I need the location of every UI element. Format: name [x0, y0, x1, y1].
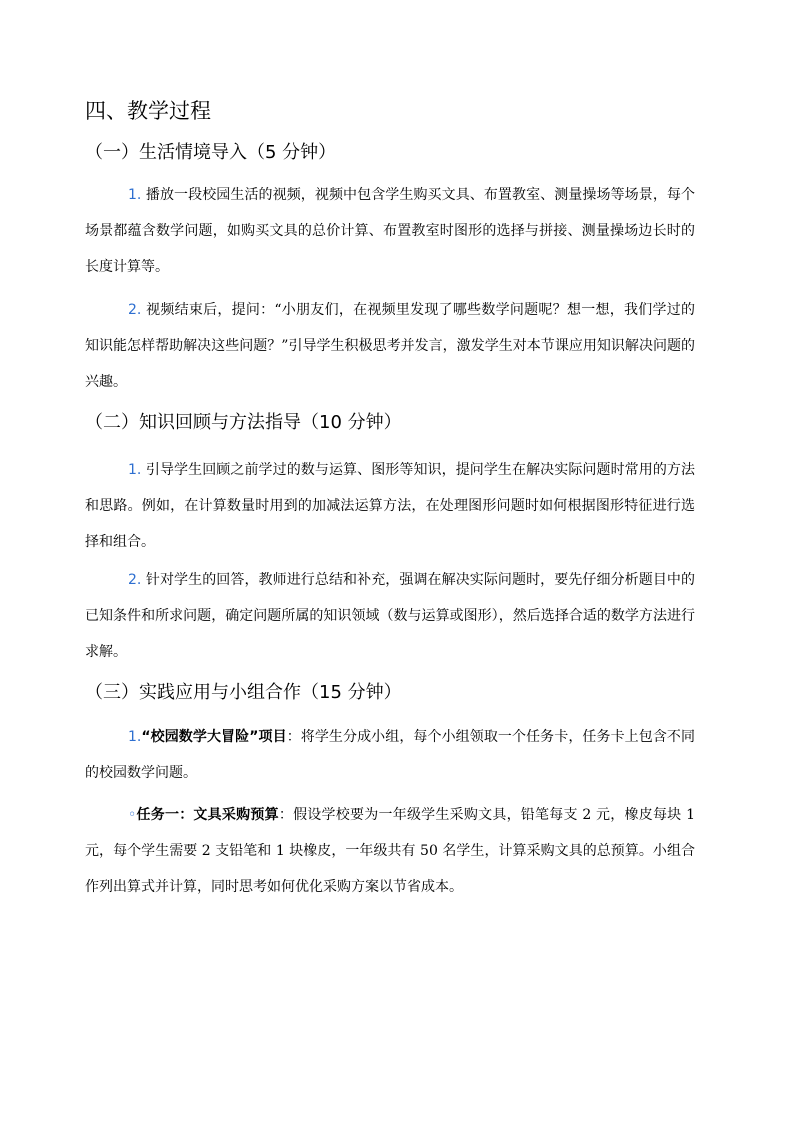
part3-task-1	[85, 797, 695, 905]
item-text: 播放一段校园生活的视频，视频中包含学生购买文具、布置教室、测量操场等场景，每个场景都蕴含数学问题，如购买文具的总价计算、布置教室时图形的选择与拼接、测量操场边长时的长度计算等。	[85, 187, 695, 275]
part2-heading: （二）知识回顾与方法指导（10 分钟）	[85, 412, 402, 433]
part2-item-2	[85, 562, 695, 670]
task-text: ：假设学校要为一年级学生采购文具，铅笔每支 2 元，橡皮每块 1 元，每个学生需要 2 支铅笔和 1 块橡皮，一年级共有 50 名学生，计算采购文具的总预算。小组合作列出算式并计算，同时思考如何优化采购方案以节省成本。	[85, 807, 696, 895]
part1-item-1	[85, 177, 695, 285]
item-number: 2.	[128, 572, 142, 588]
part2-item-1	[85, 452, 695, 560]
item-number: 1.	[128, 729, 142, 745]
item-text: 引导学生回顾之前学过的数与运算、图形等知识，提问学生在解决实际问题时常用的方法和思路。例如，在计算数量时用到的加减法运算方法，在处理图形问题时如何根据图形特征进行选择和组合。	[85, 462, 695, 550]
part3-item-1	[85, 719, 695, 791]
part1-item-2	[85, 292, 695, 400]
item-text: 针对学生的回答，教师进行总结和补充，强调在解决实际问题时，要先仔细分析题目中的已知条件和所求问题，确定问题所属的知识领域（数与运算或图形），然后选择合适的数学方法进行求解。	[85, 572, 695, 660]
item-number: 1.	[128, 187, 142, 203]
item-number: 1.	[128, 462, 142, 478]
part1-heading: （一）生活情境导入（5 分钟）	[85, 142, 337, 163]
section-title: 四、教学过程	[85, 99, 211, 123]
item-text: 视频结束后，提问：“小朋友们，在视频里发现了哪些数学问题呢？想一想，我们学过的知识能怎样帮助解决这些问题？”引导学生积极思考并发言，激发学生对本节课应用知识解决问题的兴趣。	[85, 302, 695, 390]
item-text: ：将学生分成小组，每个小组领取一个任务卡，任务卡上包含不同的校园数学问题。	[85, 729, 696, 781]
item-bold-title: “校园数学大冒险”项目	[141, 729, 287, 745]
task-bold-title: 任务一：文具采购预算	[136, 807, 279, 823]
item-number: 2.	[128, 302, 142, 318]
part3-heading: （三）实践应用与小组合作（15 分钟）	[85, 682, 402, 703]
bullet-icon: ◦	[128, 807, 137, 823]
